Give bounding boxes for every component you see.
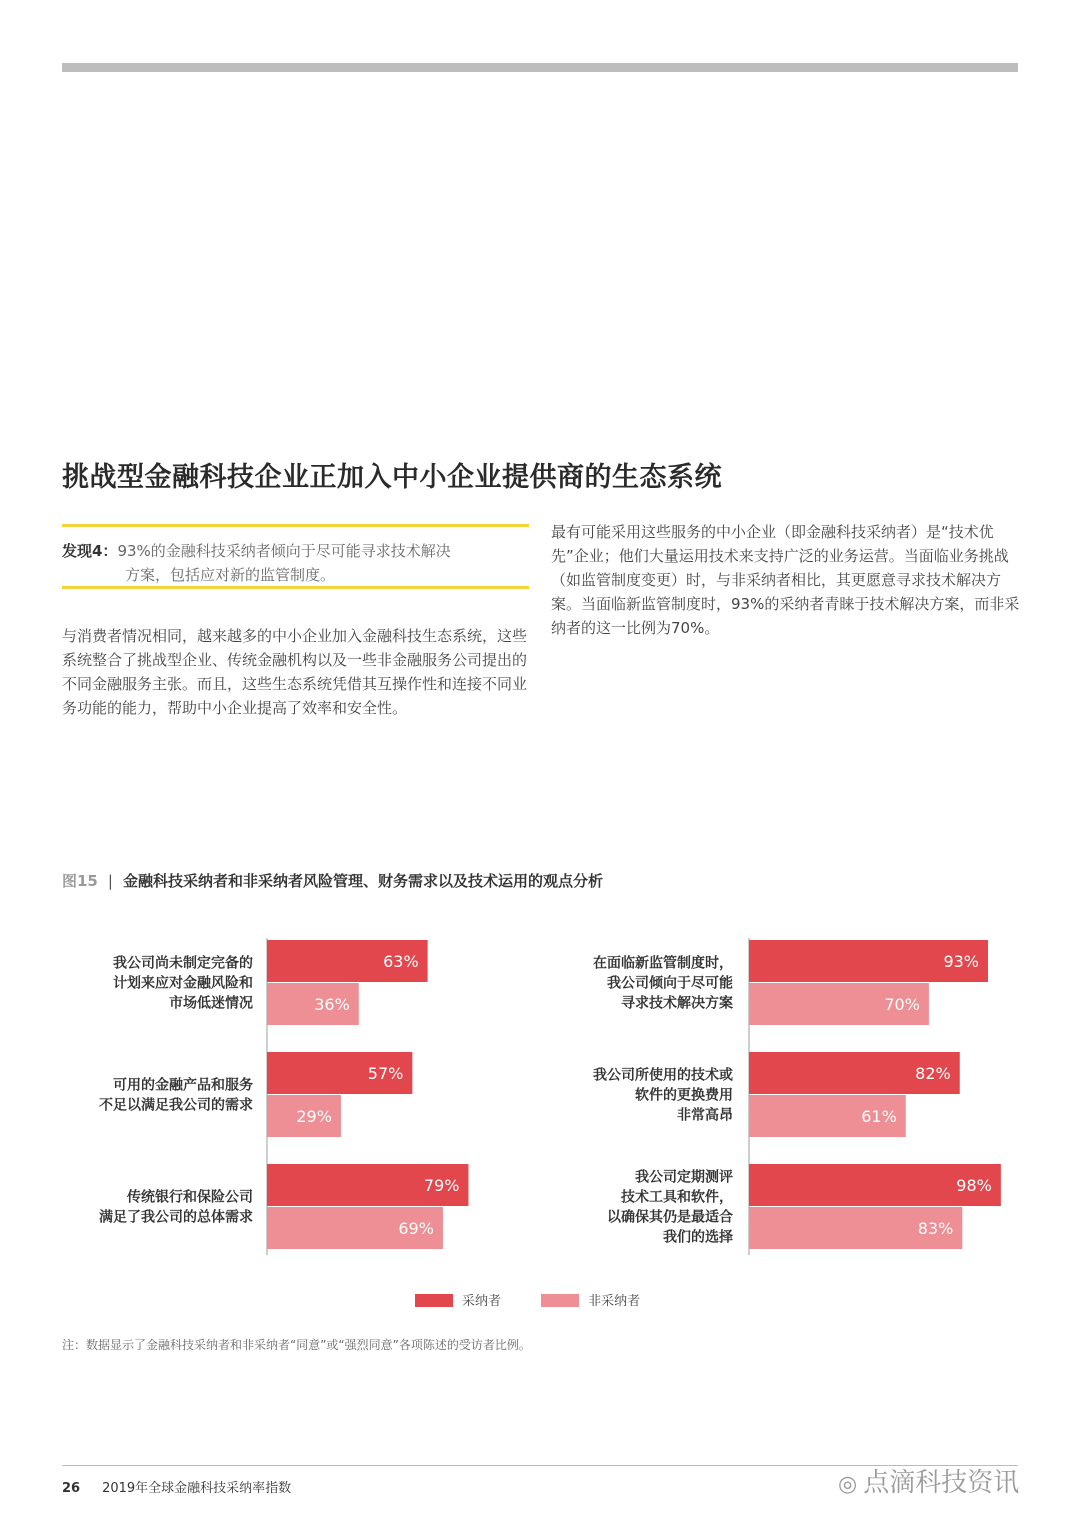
left-bar-value-label-adopters-1: 57%: [367, 1064, 404, 1083]
right-category-label-1-line-1: 软件的更换费用: [635, 1087, 733, 1104]
right-category-label-0-line-1: 我公司倾向于尽可能: [607, 975, 733, 992]
left-category-label-1-line-0: 可用的金融产品和服务: [113, 1077, 253, 1094]
legend-item-adopters: [415, 1290, 501, 1309]
left-category-label-0-line-0: 我公司尚未制定完备的: [113, 955, 253, 972]
left-bar-value-label-adopters-2: 79%: [423, 1176, 460, 1195]
body-paragraph-left: 与消费者情况相同，越来越多的中小企业加入金融科技生态系统，这些系统整合了挑战型企业、传统金融机构以及一些非金融服务公司提出的不同金融服务主张。而且，这些生态系统凭借其互操作性和连接不同业务功能的能力，帮助中小企业提高了效率和安全性。: [62, 627, 528, 717]
finding-text-line1: 93%的金融科技采纳者倾向于尽可能寻求技术解决: [117, 542, 451, 560]
left-category-label-0-line-1: 计划来应对金融风险和: [113, 975, 253, 992]
figure-number: 图15: [62, 872, 98, 890]
page-number: 26: [62, 1481, 81, 1496]
legend-swatch-adopters: [415, 1294, 453, 1307]
right-category-label-1-line-2: 非常高昂: [677, 1107, 733, 1124]
right-bar-value-label-adopters-1: 82%: [915, 1064, 951, 1083]
left-category-label-1-line-1: 不足以满足我公司的需求: [99, 1097, 253, 1114]
left-bar-value-label-non-adopters-0: 36%: [314, 995, 350, 1014]
watermark-text: 点滴科技资讯: [863, 1468, 1020, 1498]
right-bar-value-label-non-adopters-2: 83%: [917, 1219, 954, 1238]
right-category-label-2-line-3: 我们的选择: [663, 1229, 733, 1246]
left-category-label-2-line-1: 满足了我公司的总体需求: [99, 1209, 253, 1226]
left-category-label-2-line-0: 传统银行和保险公司: [127, 1189, 253, 1206]
right-bar-value-label-non-adopters-1: 61%: [861, 1107, 897, 1126]
right-category-label-0-line-2: 寻求技术解决方案: [621, 995, 733, 1012]
left-bar-value-label-non-adopters-1: 29%: [296, 1107, 332, 1126]
left-category-label-0-line-2: 市场低迷情况: [169, 995, 253, 1012]
watermark: [838, 1462, 1019, 1499]
body-paragraph-right: 最有可能采用这些服务的中小企业（即金融科技采纳者）是“技术优先”企业；他们大量运用技术来支持广泛的业务运营。当面临业务挑战（如监管制度变更）时，与非采纳者相比，其更愿意寻求技术解决方案。当面临新监管制度时，93%的采纳者青睐于技术解决方案，而非采纳者的这一比例为70%。: [551, 523, 1020, 637]
right-bar-value-label-non-adopters-0: 70%: [884, 995, 920, 1014]
right-category-label-2-line-0: 我公司定期测评: [635, 1169, 733, 1186]
right-category-label-2-line-1: 技术工具和软件，: [621, 1189, 733, 1206]
page-footer: [62, 1477, 291, 1496]
right-category-label-1-line-0: 我公司所使用的技术或: [593, 1067, 733, 1084]
figure-separator: |: [107, 872, 113, 890]
finding-text-line2: 方案，包括应对新的监管制度。: [125, 566, 336, 584]
right-bar-value-label-adopters-2: 98%: [956, 1176, 992, 1195]
figure-note: 注：数据显示了金融科技采纳者和非采纳者“同意”或“强烈同意”各项陈述的受访者比例。: [62, 1338, 531, 1352]
right-category-label-0-line-0: 在面临新监管制度时，: [593, 955, 733, 972]
finding-label: 发现4：: [62, 542, 118, 560]
left-bar-value-label-non-adopters-2: 69%: [398, 1219, 434, 1238]
legend-label-adopters: 采纳者: [462, 1294, 502, 1309]
wechat-icon: ◎: [838, 1472, 858, 1497]
legend-item-non-adopters: [541, 1290, 640, 1309]
page-headline: 挑战型金融科技企业正加入中小企业提供商的生态系统: [62, 462, 722, 493]
legend-label-non-adopters: 非采纳者: [588, 1294, 641, 1309]
left-bar-value-label-adopters-0: 63%: [383, 952, 419, 971]
right-bar-value-label-adopters-0: 93%: [943, 952, 980, 971]
footer-title: 2019年全球金融科技采纳率指数: [102, 1481, 292, 1496]
legend-swatch-non-adopters: [541, 1294, 579, 1307]
right-category-label-2-line-2: 以确保其仍是最适合: [607, 1209, 733, 1226]
chart-legend: [415, 1290, 676, 1309]
figure-caption: 金融科技采纳者和非采纳者风险管理、财务需求以及技术运用的观点分析: [122, 872, 603, 890]
